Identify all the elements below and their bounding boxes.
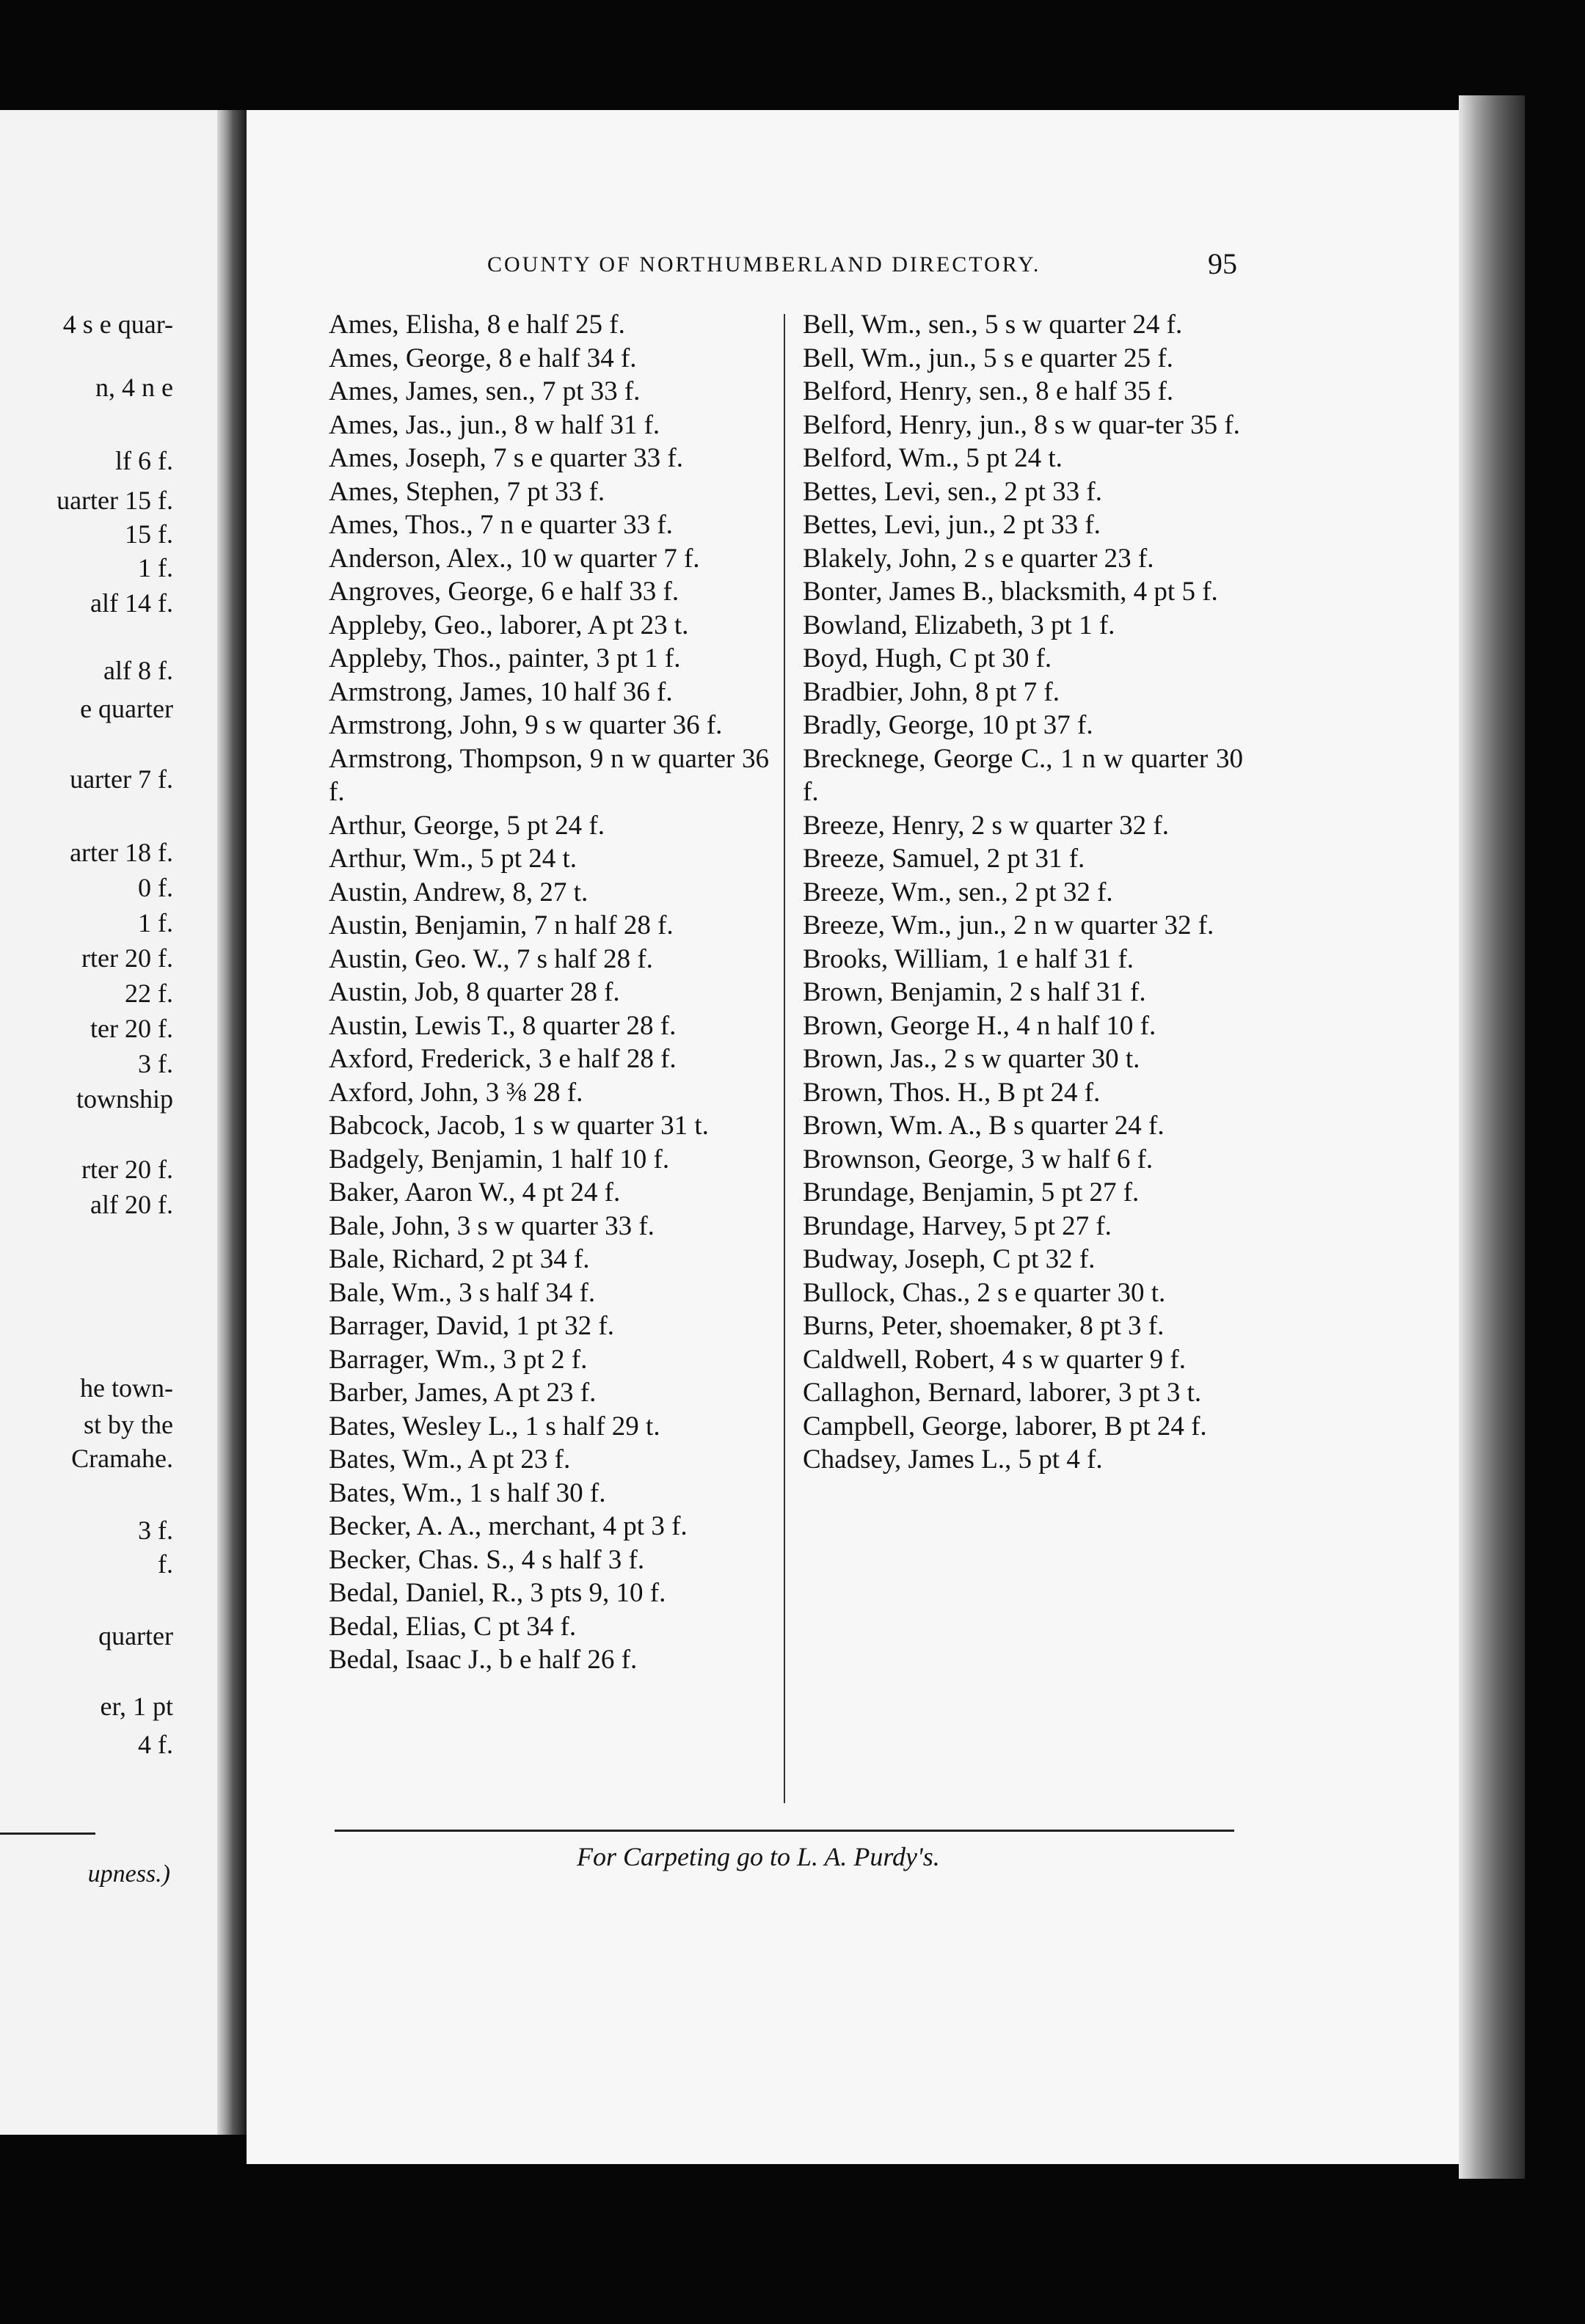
- directory-entry: Bullock, Chas., 2 s e quarter 30 t.: [803, 1277, 1166, 1308]
- directory-entry: Brooks, William, 1 e half 31 f.: [803, 943, 1134, 974]
- directory-entry: Bradbier, John, 8 pt 7 f.: [803, 676, 1060, 707]
- directory-entry: Belford, Wm., 5 pt 24 t.: [803, 443, 1063, 473]
- left-page-line: lf 6 f.: [115, 446, 173, 475]
- directory-entry: Chadsey, James L., 5 pt 4 f.: [803, 1444, 1103, 1475]
- directory-entry: Arthur, George, 5 pt 24 f.: [329, 810, 605, 841]
- left-page-line: alf 14 f.: [90, 588, 173, 618]
- directory-entry: Bates, Wesley L., 1 s half 29 t.: [329, 1411, 660, 1441]
- directory-entry: Bale, John, 3 s w quarter 33 f.: [329, 1210, 655, 1241]
- directory-entry: Bedal, Daniel, R., 3 pts 9, 10 f.: [329, 1578, 666, 1608]
- directory-entry: Brown, George H., 4 n half 10 f.: [803, 1010, 1156, 1041]
- left-page-line: 15 f.: [125, 519, 173, 549]
- left-page-line: 4 f.: [138, 1730, 173, 1759]
- directory-entry: Breeze, Wm., jun., 2 n w quarter 32 f.: [803, 910, 1214, 940]
- directory-entry: Appleby, Thos., painter, 3 pt 1 f.: [329, 643, 681, 673]
- directory-entry: Barrager, Wm., 3 pt 2 f.: [329, 1344, 588, 1375]
- directory-entry: Burns, Peter, shoemaker, 8 pt 3 f.: [803, 1311, 1165, 1341]
- directory-entry: Ames, George, 8 e half 34 f.: [329, 343, 637, 373]
- directory-entry: Armstrong, James, 10 half 36 f.: [329, 676, 673, 707]
- left-page-line: alf 20 f.: [90, 1190, 173, 1219]
- directory-entry: Austin, Geo. W., 7 s half 28 f.: [329, 943, 653, 974]
- left-page: [0, 110, 220, 2135]
- directory-entry: Austin, Job, 8 quarter 28 f.: [329, 977, 620, 1007]
- directory-entry: Budway, Joseph, C pt 32 f.: [803, 1244, 1096, 1274]
- directory-entry: Belford, Henry, sen., 8 e half 35 f.: [803, 376, 1174, 406]
- running-head: COUNTY OF NORTHUMBERLAND DIRECTORY.: [487, 252, 1041, 277]
- page-edge: [1459, 95, 1525, 2179]
- directory-entry: Breeze, Wm., sen., 2 pt 32 f.: [803, 877, 1113, 907]
- directory-entry: Barber, James, A pt 23 f.: [329, 1378, 597, 1408]
- directory-entry: Brundage, Benjamin, 5 pt 27 f.: [803, 1177, 1140, 1207]
- directory-entry: Brown, Benjamin, 2 s half 31 f.: [803, 977, 1146, 1007]
- directory-entry: Bell, Wm., sen., 5 s w quarter 24 f.: [803, 310, 1183, 340]
- left-page-line: uarter 15 f.: [57, 486, 173, 515]
- directory-entry: Boyd, Hugh, C pt 30 f.: [803, 643, 1052, 673]
- left-footer: upness.): [87, 1860, 170, 1888]
- directory-entry: Blakely, John, 2 s e quarter 23 f.: [803, 543, 1154, 574]
- directory-entry: Appleby, Geo., laborer, A pt 23 t.: [329, 610, 689, 640]
- directory-entry: Austin, Andrew, 8, 27 t.: [329, 877, 589, 907]
- book-gutter: [217, 110, 247, 2135]
- directory-entry: Austin, Benjamin, 7 n half 28 f.: [329, 910, 674, 940]
- directory-entry: Armstrong, John, 9 s w quarter 36 f.: [329, 710, 723, 740]
- left-page-line: ter 20 f.: [90, 1014, 173, 1043]
- left-page-line: he town-: [80, 1373, 173, 1403]
- directory-entry: Barrager, David, 1 pt 32 f.: [329, 1311, 614, 1341]
- page-number: 95: [1208, 247, 1237, 280]
- left-page-line: township: [76, 1084, 173, 1114]
- left-page-line: 1 f.: [138, 908, 173, 938]
- left-footer-rule: [0, 1832, 95, 1835]
- directory-entry: Breeze, Henry, 2 s w quarter 32 f.: [803, 810, 1169, 841]
- directory-entry: Ames, Stephen, 7 pt 33 f.: [329, 476, 605, 507]
- directory-entry: Bettes, Levi, sen., 2 pt 33 f.: [803, 476, 1102, 507]
- left-page-line: er, 1 pt: [100, 1692, 173, 1721]
- left-page-line: 3 f.: [138, 1516, 173, 1545]
- left-page-line: uarter 7 f.: [70, 764, 173, 794]
- column-divider: [784, 314, 785, 1803]
- directory-entry: Bell, Wm., jun., 5 s e quarter 25 f.: [803, 343, 1173, 373]
- directory-entry: Ames, Thos., 7 n e quarter 33 f.: [329, 510, 673, 540]
- directory-entry: Bedal, Elias, C pt 34 f.: [329, 1611, 577, 1642]
- directory-entry: Ames, Jas., jun., 8 w half 31 f.: [329, 409, 660, 440]
- directory-entry: Breeze, Samuel, 2 pt 31 f.: [803, 844, 1085, 874]
- directory-entry: Bates, Wm., A pt 23 f.: [329, 1444, 571, 1475]
- left-page-line: alf 8 f.: [103, 656, 173, 685]
- directory-entry: Baker, Aaron W., 4 pt 24 f.: [329, 1177, 621, 1207]
- directory-entry: Bonter, James B., blacksmith, 4 pt 5 f.: [803, 577, 1218, 607]
- directory-entry: Brundage, Harvey, 5 pt 27 f.: [803, 1210, 1112, 1241]
- directory-entry: Anderson, Alex., 10 w quarter 7 f.: [329, 543, 700, 574]
- left-page-line: e quarter: [80, 694, 173, 723]
- directory-entry: Bates, Wm., 1 s half 30 f.: [329, 1477, 606, 1508]
- left-page-line: 1 f.: [138, 553, 173, 582]
- directory-entry: Arthur, Wm., 5 pt 24 t.: [329, 844, 577, 874]
- left-page-line: st by the: [84, 1410, 173, 1439]
- directory-entry: Becker, Chas. S., 4 s half 3 f.: [329, 1544, 645, 1575]
- directory-entry: Angroves, George, 6 e half 33 f.: [329, 577, 679, 607]
- directory-entry: Callaghon, Bernard, laborer, 3 pt 3 t.: [803, 1378, 1202, 1408]
- left-page-line: quarter: [98, 1621, 173, 1651]
- left-page-line: Cramahe.: [71, 1444, 173, 1473]
- directory-entry: Becker, A. A., merchant, 4 pt 3 f.: [329, 1511, 688, 1541]
- directory-entry: Ames, James, sen., 7 pt 33 f.: [329, 376, 641, 406]
- directory-entry: Caldwell, Robert, 4 s w quarter 9 f.: [803, 1344, 1186, 1375]
- left-page-line: 22 f.: [125, 979, 173, 1008]
- directory-entry: Ames, Elisha, 8 e half 25 f.: [329, 310, 625, 340]
- right-column: [803, 308, 1243, 1477]
- left-page-line: n, 4 n e: [95, 373, 173, 402]
- directory-entry: Bale, Richard, 2 pt 34 f.: [329, 1244, 590, 1274]
- directory-entry: Ames, Joseph, 7 s e quarter 33 f.: [329, 443, 683, 473]
- directory-entry: Badgely, Benjamin, 1 half 10 f.: [329, 1144, 670, 1174]
- directory-entry: Bedal, Isaac J., b e half 26 f.: [329, 1645, 638, 1675]
- directory-entry: Axford, Frederick, 3 e half 28 f.: [329, 1044, 677, 1074]
- footer-advert: For Carpeting go to L. A. Purdy's.: [577, 1842, 940, 1871]
- directory-entry: Austin, Lewis T., 8 quarter 28 f.: [329, 1010, 677, 1041]
- directory-entry: Brown, Wm. A., B s quarter 24 f.: [803, 1111, 1165, 1141]
- directory-entry: Bettes, Levi, jun., 2 pt 33 f.: [803, 510, 1101, 540]
- directory-entry: Babcock, Jacob, 1 s w quarter 31 t.: [329, 1111, 709, 1141]
- directory-entry: Armstrong, Thompson, 9 n w quarter 36 f.: [329, 743, 769, 807]
- directory-entry: Brown, Jas., 2 s w quarter 30 t.: [803, 1044, 1140, 1074]
- left-column: [329, 308, 769, 1677]
- left-page-line: 4 s e quar-: [62, 310, 173, 339]
- footer-rule: [335, 1830, 1234, 1832]
- left-page-line: arter 18 f.: [70, 838, 173, 867]
- directory-entry: Brown, Thos. H., B pt 24 f.: [803, 1077, 1101, 1108]
- directory-entry: Campbell, George, laborer, B pt 24 f.: [803, 1411, 1207, 1441]
- left-page-line: rter 20 f.: [81, 1155, 173, 1184]
- directory-entry: Bradly, George, 10 pt 37 f.: [803, 710, 1093, 740]
- left-page-line: rter 20 f.: [81, 943, 173, 973]
- left-page-line: 3 f.: [138, 1049, 173, 1078]
- left-page-line: 0 f.: [138, 873, 173, 902]
- directory-entry: Brecknege, George C., 1 n w quarter 30 f.: [803, 743, 1243, 807]
- left-page-line: f.: [158, 1549, 173, 1579]
- directory-entry: Belford, Henry, jun., 8 s w quar-ter 35 f.: [803, 409, 1240, 440]
- directory-entry: Axford, John, 3 ⅜ 28 f.: [329, 1077, 583, 1108]
- directory-entry: Bale, Wm., 3 s half 34 f.: [329, 1277, 596, 1308]
- directory-entry: Bowland, Elizabeth, 3 pt 1 f.: [803, 610, 1115, 640]
- directory-entry: Brownson, George, 3 w half 6 f.: [803, 1144, 1154, 1174]
